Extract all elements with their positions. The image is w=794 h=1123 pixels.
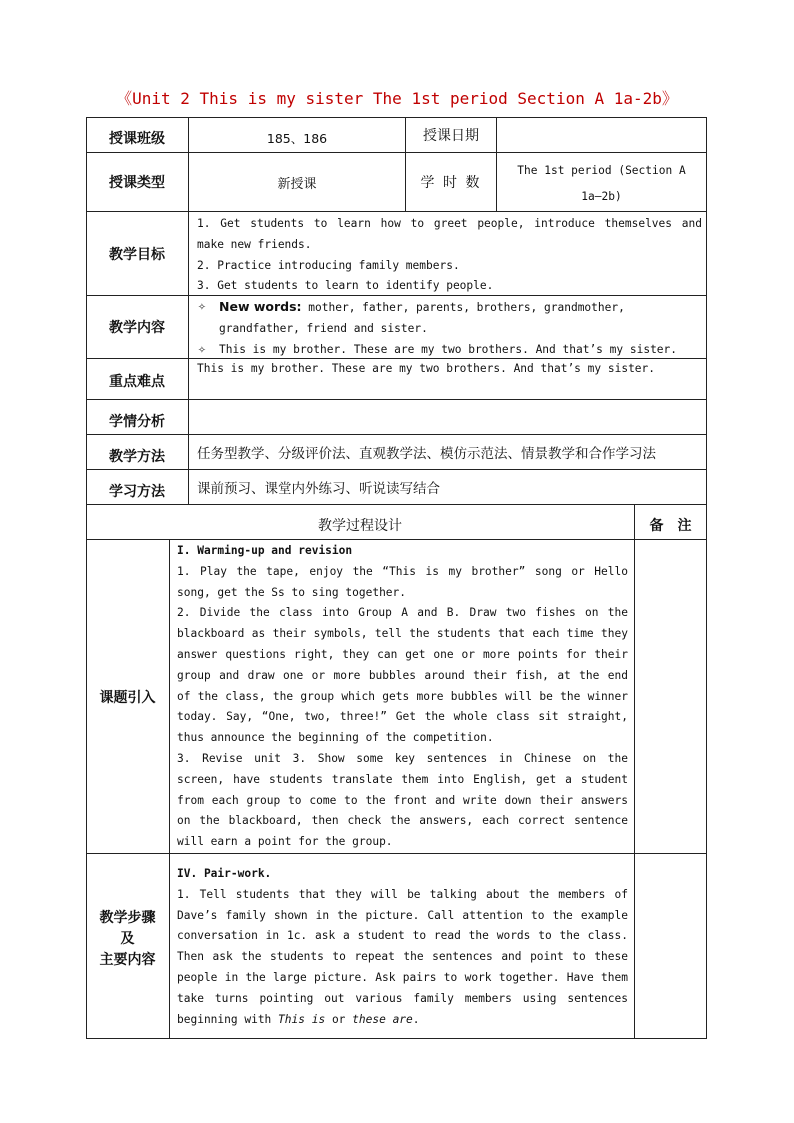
analysis-value [189, 400, 707, 435]
intro-notes [635, 540, 707, 854]
key-points-label: 重点难点 [86, 359, 189, 400]
learning-methods-value: 课前预习、课堂内外练习、听说读写结合 [189, 470, 707, 505]
content-cell [189, 296, 707, 359]
content-label: 教学内容 [86, 296, 189, 359]
goal-item: 2. Practice introducing family members. [197, 258, 460, 272]
steps-label-line: 教学步骤 [99, 909, 156, 926]
class-value: 185、186 [189, 117, 406, 153]
date-label: 授课日期 [406, 117, 497, 153]
intro-content [170, 540, 635, 854]
type-label: 授课类型 [86, 153, 189, 212]
hours-value: The 1st period (Section A 1a—2b) [497, 153, 707, 212]
goal-item: 3. Get students to learn to identify people. [197, 279, 494, 293]
content-sentence: This is my brother. These are my two brothers. And that’s my sister. [219, 342, 678, 356]
intro-label: 课题引入 [86, 540, 170, 854]
goal-item: 1. Get students to learn how to greet people, introduce themselves and make new friends. [197, 217, 702, 251]
steps-paragraph: 1. Tell students that they will be talking about the members of Dave’s family shown in the picture. Call attention to the example conversation in 1c. ask a student to read the words to the class. Then ask the students to repeat the sentences and point to these people in the large picture. Ask pairs to work together. Have them take turns pointing out various family members using sentences beginning with This is or these are. [177, 887, 628, 1026]
process-header: 教学过程设计 [86, 505, 635, 540]
analysis-label: 学情分析 [86, 400, 189, 435]
intro-paragraph: 1. Play the tape, enjoy the “This is my brother” song or Hello song, get the Ss to sing together. [177, 564, 628, 599]
intro-paragraph: 2. Divide the class into Group A and B. Draw two fishes on the blackboard as their symbols, tell the students that each time they answer questions right, they can get one or more points for their group and draw one or more bubbles around their fish, at the end of the class, the group which gets more bubbles will be the winner today. Say, “One, two, three!” Get the whole class sit straight, thus announce the beginning of the competition. [177, 606, 628, 745]
italic-phrase: these are [352, 1012, 413, 1026]
steps-label [86, 854, 170, 1039]
steps-label-line: 及 [120, 930, 135, 947]
section-title: I. Warming-up and revision [177, 544, 353, 557]
date-value [497, 117, 707, 153]
steps-notes [635, 854, 707, 1039]
new-words-text: mother, father, parents, brothers, grandmother, grandfather, friend and sister. [219, 301, 625, 335]
class-label: 授课班级 [86, 117, 189, 153]
goals-content [189, 212, 707, 296]
key-points-value: This is my brother. These are my two brothers. And that’s my sister. [189, 359, 707, 400]
italic-phrase: This is [278, 1012, 326, 1026]
teaching-methods-value: 任务型教学、分级评价法、直观教学法、模仿示范法、情景教学和合作学习法 [189, 435, 707, 470]
new-words-label: New words: [219, 299, 302, 314]
steps-content [170, 854, 635, 1039]
intro-paragraph: 3. Revise unit 3. Show some key sentences in Chinese on the screen, have students translate them into English, get a student from each group to come to the front and write down their answers on the blackboard, then check the answers, each correct sentence will earn a point for the group. [177, 751, 628, 849]
goals-label: 教学目标 [86, 212, 189, 296]
lesson-plan-table [86, 117, 707, 1039]
document-title: 《Unit 2 This is my sister The 1st period Section A 1a-2b》 [116, 89, 678, 108]
notes-header: 备 注 [635, 505, 707, 540]
diamond-bullet-icon: ✧ [198, 341, 206, 357]
section-title: IV. Pair-work. [177, 867, 272, 880]
diamond-bullet-icon: ✧ [198, 299, 206, 314]
steps-label-line: 主要内容 [99, 951, 156, 968]
learning-methods-label: 学习方法 [86, 470, 189, 505]
type-value: 新授课 [189, 153, 406, 212]
teaching-methods-label: 教学方法 [86, 435, 189, 470]
hours-label: 学 时 数 [406, 153, 497, 212]
